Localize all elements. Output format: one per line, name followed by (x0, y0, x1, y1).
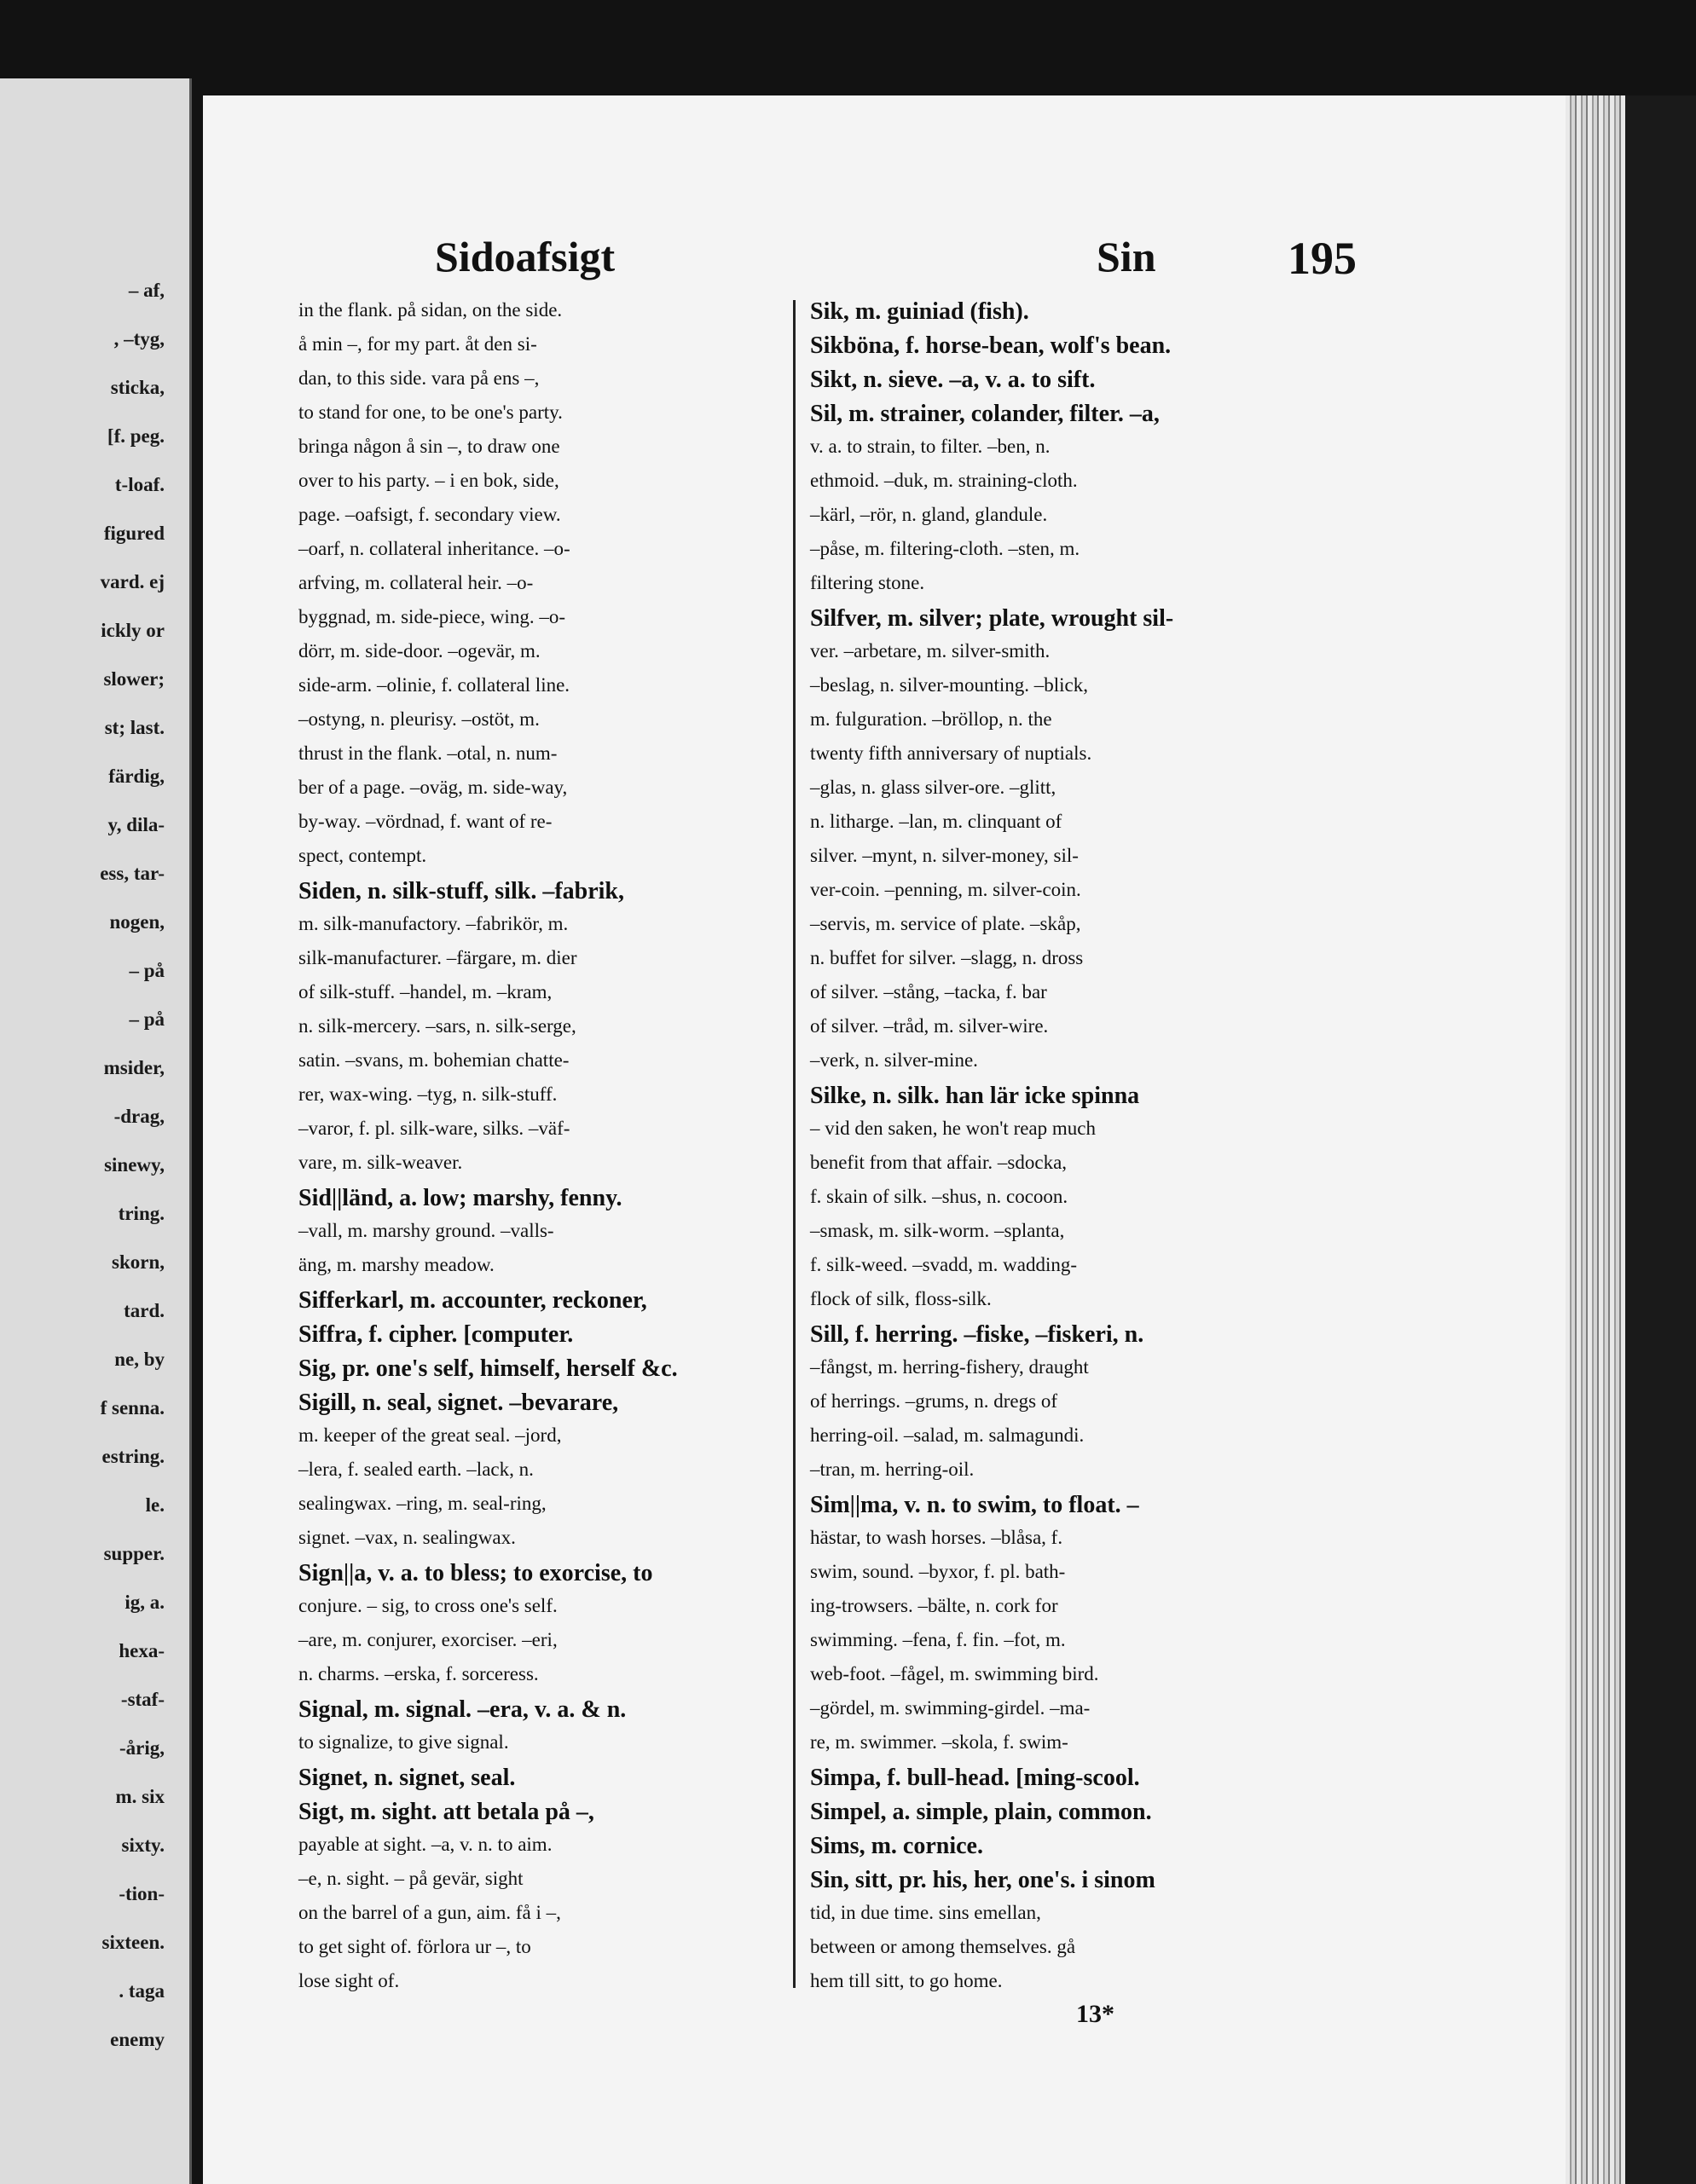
dictionary-entry-line: arfving, m. collateral heir. –o- (298, 572, 534, 593)
dictionary-entry-line: of silk-stuff. –handel, m. –kram, (298, 981, 553, 1002)
dictionary-entry-line: lose sight of. (298, 1970, 400, 1991)
dictionary-entry-line: hästar, to wash horses. –blåsa, f. (810, 1527, 1063, 1548)
previous-page-fragment: sticka, (110, 377, 165, 398)
previous-page-fragment: f senna. (100, 1397, 165, 1418)
dictionary-entry-line: of silver. –stång, –tacka, f. bar (810, 981, 1047, 1002)
previous-page-fragment: t-loaf. (114, 474, 165, 495)
dictionary-entry-line: hem till sitt, to go home. (810, 1970, 1003, 1991)
previous-page-fragment: slower; (103, 668, 165, 690)
previous-page-fragment: sixteen. (101, 1932, 165, 1953)
previous-page-fragment: ne, by (114, 1349, 165, 1370)
dictionary-entry-line: byggnad, m. side-piece, wing. –o- (298, 606, 565, 627)
dictionary-entry-line: swimming. –fena, f. fin. –fot, m. (810, 1629, 1066, 1650)
dictionary-entry-headword-line: Simpel, a. simple, plain, common. (810, 1799, 1152, 1825)
previous-page-fragment: – på (129, 1008, 165, 1030)
previous-page-fragment: estring. (101, 1446, 165, 1467)
dictionary-entry-line: of herrings. –grums, n. dregs of (810, 1390, 1058, 1412)
previous-page-fragment: -årig, (119, 1737, 165, 1759)
dictionary-entry-line: ing-trowsers. –bälte, n. cork for (810, 1595, 1058, 1616)
previous-page-fragment: figured (103, 523, 165, 544)
dictionary-entry-line: f. silk-weed. –svadd, m. wadding- (810, 1254, 1077, 1275)
previous-page-fragment: msider, (103, 1057, 165, 1078)
column-divider (793, 300, 796, 1988)
dictionary-entry-headword-line: Sign||a, v. a. to bless; to exorcise, to (298, 1560, 653, 1586)
dictionary-entry-line: –kärl, –rör, n. gland, glandule. (810, 504, 1048, 525)
previous-page-fragment: supper. (103, 1543, 165, 1564)
dictionary-entry-line: herring-oil. –salad, m. salmagundi. (810, 1424, 1085, 1446)
previous-page-fragment: ess, tar- (100, 863, 165, 884)
previous-page-fragment: sinewy, (104, 1154, 165, 1176)
previous-page-fragment: -drag, (113, 1106, 165, 1127)
dictionary-entry-headword-line: Sin, sitt, pr. his, her, one's. i sinom (810, 1867, 1155, 1893)
previous-page-fragment: färdig, (108, 766, 165, 787)
dictionary-entry-headword-line: Silke, n. silk. han lär icke spinna (810, 1083, 1140, 1109)
dictionary-entry-line: –verk, n. silver-mine. (810, 1049, 978, 1071)
dictionary-entry-line: ethmoid. –duk, m. straining-cloth. (810, 470, 1078, 491)
page-edge-stack (1566, 95, 1625, 2184)
dictionary-entry-headword-line: Siffra, f. cipher. [computer. (298, 1321, 574, 1348)
dictionary-entry-headword-line: Siden, n. silk-stuff, silk. –fabrik, (298, 878, 624, 904)
previous-page-fragment: ig, a. (124, 1592, 165, 1613)
dictionary-entry-line: satin. –svans, m. bohemian chatte- (298, 1049, 570, 1071)
dictionary-entry-line: silk-manufacturer. –färgare, m. dier (298, 947, 577, 968)
dictionary-entry-line: page. –oafsigt, f. secondary view. (298, 504, 561, 525)
page-number: 195 (1288, 233, 1357, 284)
dictionary-entry-line: silver. –mynt, n. silver-money, sil- (810, 845, 1079, 866)
dictionary-entry-line: twenty fifth anniversary of nuptials. (810, 742, 1092, 764)
dictionary-entry-line: over to his party. – i en bok, side, (298, 470, 559, 491)
previous-page-fragment: -tion- (119, 1883, 165, 1904)
scan-margin (1625, 95, 1696, 2184)
dictionary-entry-line: –are, m. conjurer, exorciser. –eri, (298, 1629, 558, 1650)
dictionary-entry-line: –ostyng, n. pleurisy. –ostöt, m. (298, 708, 540, 730)
previous-page-fragment: [f. peg. (107, 425, 165, 447)
dictionary-entry-line: re, m. swimmer. –skola, f. swim- (810, 1731, 1068, 1753)
dictionary-entry-headword-line: Sid||länd, a. low; marshy, fenny. (298, 1185, 622, 1211)
dictionary-entry-headword-line: Sil, m. strainer, colander, filter. –a, (810, 401, 1160, 427)
previous-page-fragment: y, dila- (107, 814, 165, 835)
dictionary-entry-line: web-foot. –fågel, m. swimming bird. (810, 1663, 1099, 1684)
dictionary-entry-line: tid, in due time. sins emellan, (810, 1902, 1041, 1923)
dictionary-entry-line: dörr, m. side-door. –ogevär, m. (298, 640, 541, 662)
signature-mark: 13* (1076, 2000, 1114, 2028)
dictionary-entry-headword-line: Signal, m. signal. –era, v. a. & n. (298, 1696, 627, 1723)
dictionary-entry-line: in the flank. på sidan, on the side. (298, 299, 563, 321)
dictionary-entry-line: n. charms. –erska, f. sorceress. (298, 1663, 539, 1684)
dictionary-entry-line: bringa någon å sin –, to draw one (298, 436, 560, 457)
dictionary-entry-line: –vall, m. marshy ground. –valls- (298, 1220, 554, 1241)
dictionary-entry-line: spect, contempt. (298, 845, 427, 866)
dictionary-entry-line: side-arm. –olinie, f. collateral line. (298, 674, 570, 696)
previous-page-fragment: tard. (124, 1300, 165, 1321)
dictionary-entry-line: ver-coin. –penning, m. silver-coin. (810, 879, 1081, 900)
previous-page-fragment: . taga (119, 1980, 165, 2002)
dictionary-entry-line: to stand for one, to be one's party. (298, 402, 563, 423)
previous-page-fragment: – af, (128, 280, 165, 301)
dictionary-entry-line: –oarf, n. collateral inheritance. –o- (298, 538, 570, 559)
previous-page-fragment: hexa- (119, 1640, 165, 1661)
dictionary-entry-headword-line: Simpa, f. bull-head. [ming-scool. (810, 1765, 1140, 1791)
dictionary-entry-line: conjure. – sig, to cross one's self. (298, 1595, 558, 1616)
dictionary-entry-line: m. silk-manufactory. –fabrikör, m. (298, 913, 569, 934)
previous-page-fragment: skorn, (112, 1251, 165, 1273)
dictionary-entry-line: v. a. to strain, to filter. –ben, n. (810, 436, 1051, 457)
dictionary-entry-line: –tran, m. herring-oil. (810, 1459, 975, 1480)
dictionary-entry-line: to signalize, to give signal. (298, 1731, 509, 1753)
dictionary-entry-line: –e, n. sight. – på gevär, sight (298, 1868, 524, 1889)
dictionary-entry-headword-line: Sigill, n. seal, signet. –bevarare, (298, 1390, 619, 1416)
dictionary-entry-line: –fångst, m. herring-fishery, draught (810, 1356, 1089, 1378)
dictionary-entry-headword-line: Sikt, n. sieve. –a, v. a. to sift. (810, 367, 1096, 393)
previous-page-fragment: – på (129, 960, 165, 981)
dictionary-entry-line: n. silk-mercery. –sars, n. silk-serge, (298, 1015, 576, 1037)
previous-page-fragment: vard. ej (100, 571, 165, 592)
dictionary-entry-line: signet. –vax, n. sealingwax. (298, 1527, 516, 1548)
dictionary-entry-line: –smask, m. silk-worm. –splanta, (810, 1220, 1065, 1241)
dictionary-entry-headword-line: Signet, n. signet, seal. (298, 1765, 516, 1791)
dictionary-entry-line: rer, wax-wing. –tyg, n. silk-stuff. (298, 1083, 558, 1105)
dictionary-entry-headword-line: Sigt, m. sight. att betala på –, (298, 1799, 594, 1825)
dictionary-entry-line: –beslag, n. silver-mounting. –blick, (810, 674, 1088, 696)
dictionary-entry-line: äng, m. marshy meadow. (298, 1254, 495, 1275)
dictionary-entry-line: filtering stone. (810, 572, 925, 593)
dictionary-entry-line: between or among themselves. gå (810, 1936, 1076, 1957)
dictionary-entry-line: by-way. –vördnad, f. want of re- (298, 811, 553, 832)
previous-page-fragment: enemy (110, 2029, 165, 2050)
dictionary-entry-line: ver. –arbetare, m. silver-smith. (810, 640, 1051, 662)
dictionary-entry-line: –gördel, m. swimming-girdel. –ma- (810, 1697, 1091, 1719)
dictionary-entry-line: swim, sound. –byxor, f. pl. bath- (810, 1561, 1066, 1582)
running-head-left: Sidoafsigt (435, 233, 616, 280)
dictionary-entry-line: m. keeper of the great seal. –jord, (298, 1424, 562, 1446)
previous-page (0, 78, 192, 2184)
dictionary-entry-line: benefit from that affair. –sdocka, (810, 1152, 1068, 1173)
previous-page-fragment: st; last. (104, 717, 165, 738)
dictionary-entry-line: flock of silk, floss-silk. (810, 1288, 992, 1309)
dictionary-entry-line: –varor, f. pl. silk-ware, silks. –väf- (298, 1118, 570, 1139)
dictionary-entry-line: – vid den saken, he won't reap much (810, 1118, 1096, 1139)
dictionary-entry-line: –glas, n. glass silver-ore. –glitt, (810, 777, 1056, 798)
dictionary-entry-line: ber of a page. –oväg, m. side-way, (298, 777, 568, 798)
dictionary-entry-line: of silver. –tråd, m. silver-wire. (810, 1015, 1049, 1037)
dictionary-entry-headword-line: Silfver, m. silver; plate, wrought sil- (810, 605, 1174, 632)
previous-page-fragment: , –tyg, (113, 328, 165, 350)
dictionary-entry-headword-line: Sill, f. herring. –fiske, –fiskeri, n. (810, 1321, 1144, 1348)
previous-page-fragment: tring. (118, 1203, 165, 1224)
dictionary-entry-line: å min –, for my part. åt den si- (298, 333, 537, 355)
dictionary-entry-line: –lera, f. sealed earth. –lack, n. (298, 1459, 534, 1480)
dictionary-entry-headword-line: Sikböna, f. horse-bean, wolf's bean. (810, 332, 1172, 359)
dictionary-entry-line: payable at sight. –a, v. n. to aim. (298, 1834, 553, 1855)
dictionary-entry-headword-line: Sims, m. cornice. (810, 1833, 983, 1859)
dictionary-entry-line: –påse, m. filtering-cloth. –sten, m. (810, 538, 1080, 559)
dictionary-entry-line: dan, to this side. vara på ens –, (298, 367, 540, 389)
dictionary-entry-headword-line: Sifferkarl, m. accounter, reckoner, (298, 1287, 647, 1314)
dictionary-entry-line: –servis, m. service of plate. –skåp, (810, 913, 1081, 934)
dictionary-entry-line: sealingwax. –ring, m. seal-ring, (298, 1493, 547, 1514)
dictionary-entry-line: to get sight of. förlora ur –, to (298, 1936, 531, 1957)
dictionary-entry-line: n. buffet for silver. –slagg, n. dross (810, 947, 1084, 968)
previous-page-fragment: sixty. (121, 1834, 165, 1856)
previous-page-fragment: nogen, (109, 911, 165, 933)
dictionary-entry-headword-line: Sik, m. guiniad (fish). (810, 298, 1029, 325)
dictionary-entry-line: thrust in the flank. –otal, n. num- (298, 742, 558, 764)
dictionary-entry-headword-line: Sim||ma, v. n. to swim, to float. – (810, 1492, 1139, 1518)
dictionary-entry-line: f. skain of silk. –shus, n. cocoon. (810, 1186, 1068, 1207)
dictionary-entry-line: on the barrel of a gun, aim. få i –, (298, 1902, 561, 1923)
dictionary-entry-headword-line: Sig, pr. one's self, himself, herself &c. (298, 1355, 678, 1382)
dictionary-entry-line: vare, m. silk-weaver. (298, 1152, 463, 1173)
dictionary-entry-line: m. fulguration. –bröllop, n. the (810, 708, 1052, 730)
dictionary-entry-line: n. litharge. –lan, m. clinquant of (810, 811, 1062, 832)
running-head-right: Sin (1097, 233, 1156, 280)
previous-page-fragment: ickly or (101, 620, 165, 641)
previous-page-fragment: m. six (115, 1786, 165, 1807)
previous-page-fragment: -staf- (120, 1689, 165, 1710)
previous-page-fragment: le. (145, 1494, 165, 1516)
